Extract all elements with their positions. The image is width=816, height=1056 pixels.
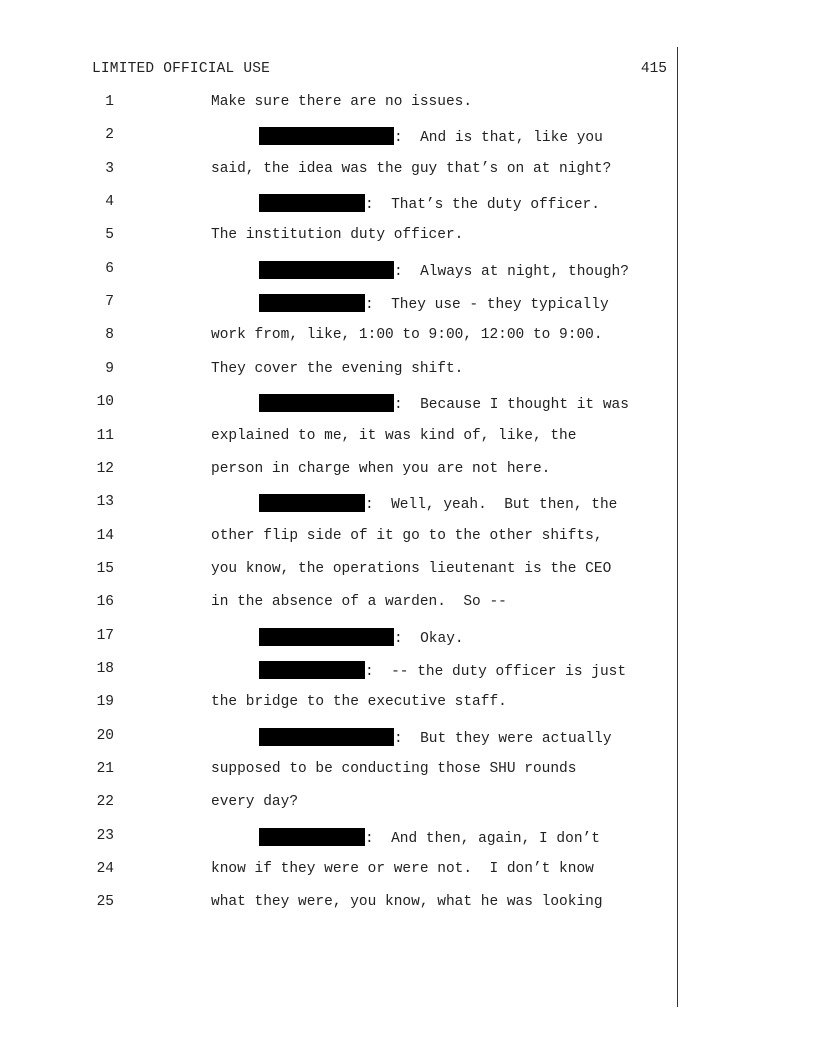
transcript-line — [0, 794, 816, 818]
line-number: 7 — [105, 294, 114, 311]
line-number: 1 — [105, 94, 114, 110]
line-number: 15 — [96, 560, 114, 577]
line-content: work from, like, 1:00 to 9:00, 12:00 to 9:00. — [211, 327, 603, 344]
line-number: 6 — [105, 260, 114, 277]
transcript-line — [0, 361, 816, 385]
line-content: : Because I thought it was — [394, 397, 629, 414]
transcript-line — [0, 894, 816, 918]
line-number: 2 — [105, 127, 114, 144]
line-text — [211, 761, 576, 777]
line-number: 18 — [96, 660, 114, 677]
transcript-line — [0, 661, 816, 685]
line-content: : And is that, like you — [394, 130, 603, 147]
line-text — [211, 361, 463, 377]
line-number: 8 — [105, 327, 114, 344]
transcript-line — [0, 728, 816, 752]
line-number: 17 — [96, 627, 114, 644]
redacted-speaker-name — [259, 494, 365, 512]
transcript-line — [0, 127, 816, 151]
line-number: 16 — [96, 594, 114, 611]
line-content: : But they were actually — [394, 730, 612, 747]
transcript-line — [0, 428, 816, 452]
line-content: : Always at night, though? — [394, 263, 629, 280]
line-text — [211, 94, 472, 110]
line-content: in the absence of a warden. So -- — [211, 594, 507, 611]
line-content: the bridge to the executive staff. — [211, 694, 507, 711]
transcript-line — [0, 628, 816, 652]
line-content: every day? — [211, 794, 299, 811]
line-content: Make sure there are no issues. — [211, 94, 473, 110]
line-text — [211, 161, 611, 177]
line-number: 10 — [96, 394, 114, 411]
line-content: The institution duty officer. — [211, 227, 464, 244]
redacted-speaker-name — [259, 828, 365, 846]
transcript-line — [0, 294, 816, 318]
line-text — [211, 461, 550, 477]
line-content: other flip side of it go to the other shifts, — [211, 527, 603, 544]
classification-header: LIMITED OFFICIAL USE — [92, 61, 271, 77]
redacted-speaker-name — [259, 628, 394, 646]
redacted-speaker-name — [259, 294, 365, 312]
line-number: 12 — [96, 460, 114, 477]
line-number: 25 — [96, 894, 114, 911]
line-number: 22 — [96, 794, 114, 811]
speaker-line-text — [259, 628, 464, 647]
transcript-line — [0, 194, 816, 218]
line-number: 5 — [105, 227, 114, 244]
line-content: you know, the operations lieutenant is the CEO — [211, 560, 612, 577]
redacted-speaker-name — [259, 728, 394, 746]
line-number: 21 — [96, 761, 114, 777]
line-number: 11 — [96, 427, 114, 444]
transcript-line — [0, 828, 816, 852]
line-text — [211, 694, 507, 710]
speaker-line-text — [259, 828, 600, 847]
line-number: 13 — [96, 494, 114, 511]
line-text — [211, 594, 507, 610]
transcript-line — [0, 94, 816, 118]
line-content: person in charge when you are not here. — [211, 460, 551, 477]
line-content: : They use - they typically — [365, 297, 609, 314]
transcript-line — [0, 461, 816, 485]
redacted-speaker-name — [259, 127, 394, 145]
transcript-line — [0, 861, 816, 885]
line-number: 20 — [96, 727, 114, 744]
line-number: 23 — [96, 827, 114, 844]
line-text — [211, 327, 603, 343]
line-text — [211, 561, 611, 577]
line-content: know if they were or were not. I don’t know — [211, 861, 594, 878]
transcript-line — [0, 227, 816, 251]
transcript-line — [0, 394, 816, 418]
line-text — [211, 428, 576, 444]
line-number: 3 — [105, 160, 114, 177]
transcript-line — [0, 528, 816, 552]
page-number: 415 — [640, 61, 667, 77]
line-text — [211, 528, 603, 544]
transcript-line — [0, 694, 816, 718]
speaker-line-text — [259, 494, 617, 513]
transcript-line — [0, 261, 816, 285]
speaker-line-text — [259, 261, 629, 280]
line-content: : Okay. — [394, 630, 464, 647]
line-content: : That’s the duty officer. — [365, 197, 600, 214]
line-text — [211, 861, 594, 877]
speaker-line-text — [259, 394, 629, 413]
line-number: 24 — [96, 861, 114, 878]
line-content: : And then, again, I don’t — [365, 830, 600, 847]
line-number: 14 — [96, 527, 114, 544]
line-number: 19 — [96, 694, 114, 711]
line-text — [211, 227, 463, 243]
line-content: : -- the duty officer is just — [365, 663, 627, 680]
line-content: what they were, you know, what he was looking — [211, 894, 603, 911]
speaker-line-text — [259, 194, 600, 213]
line-content: supposed to be conducting those SHU rounds — [211, 761, 577, 777]
line-number: 4 — [105, 194, 114, 211]
transcript-line — [0, 494, 816, 518]
redacted-speaker-name — [259, 661, 365, 679]
line-text — [211, 894, 603, 910]
transcript-line — [0, 761, 816, 785]
redacted-speaker-name — [259, 194, 365, 212]
line-content: explained to me, it was kind of, like, the — [211, 427, 577, 444]
transcript-line — [0, 161, 816, 185]
speaker-line-text — [259, 661, 626, 680]
transcript-line — [0, 561, 816, 585]
line-content: They cover the evening shift. — [211, 360, 464, 377]
line-content: : Well, yeah. But then, the — [365, 497, 618, 514]
speaker-line-text — [259, 294, 609, 313]
line-number: 9 — [105, 360, 114, 377]
line-text — [211, 794, 298, 810]
line-content: said, the idea was the guy that’s on at night? — [211, 160, 612, 177]
redacted-speaker-name — [259, 394, 394, 412]
redacted-speaker-name — [259, 261, 394, 279]
speaker-line-text — [259, 127, 603, 146]
transcript-line — [0, 327, 816, 351]
speaker-line-text — [259, 728, 612, 747]
transcript-line — [0, 594, 816, 618]
